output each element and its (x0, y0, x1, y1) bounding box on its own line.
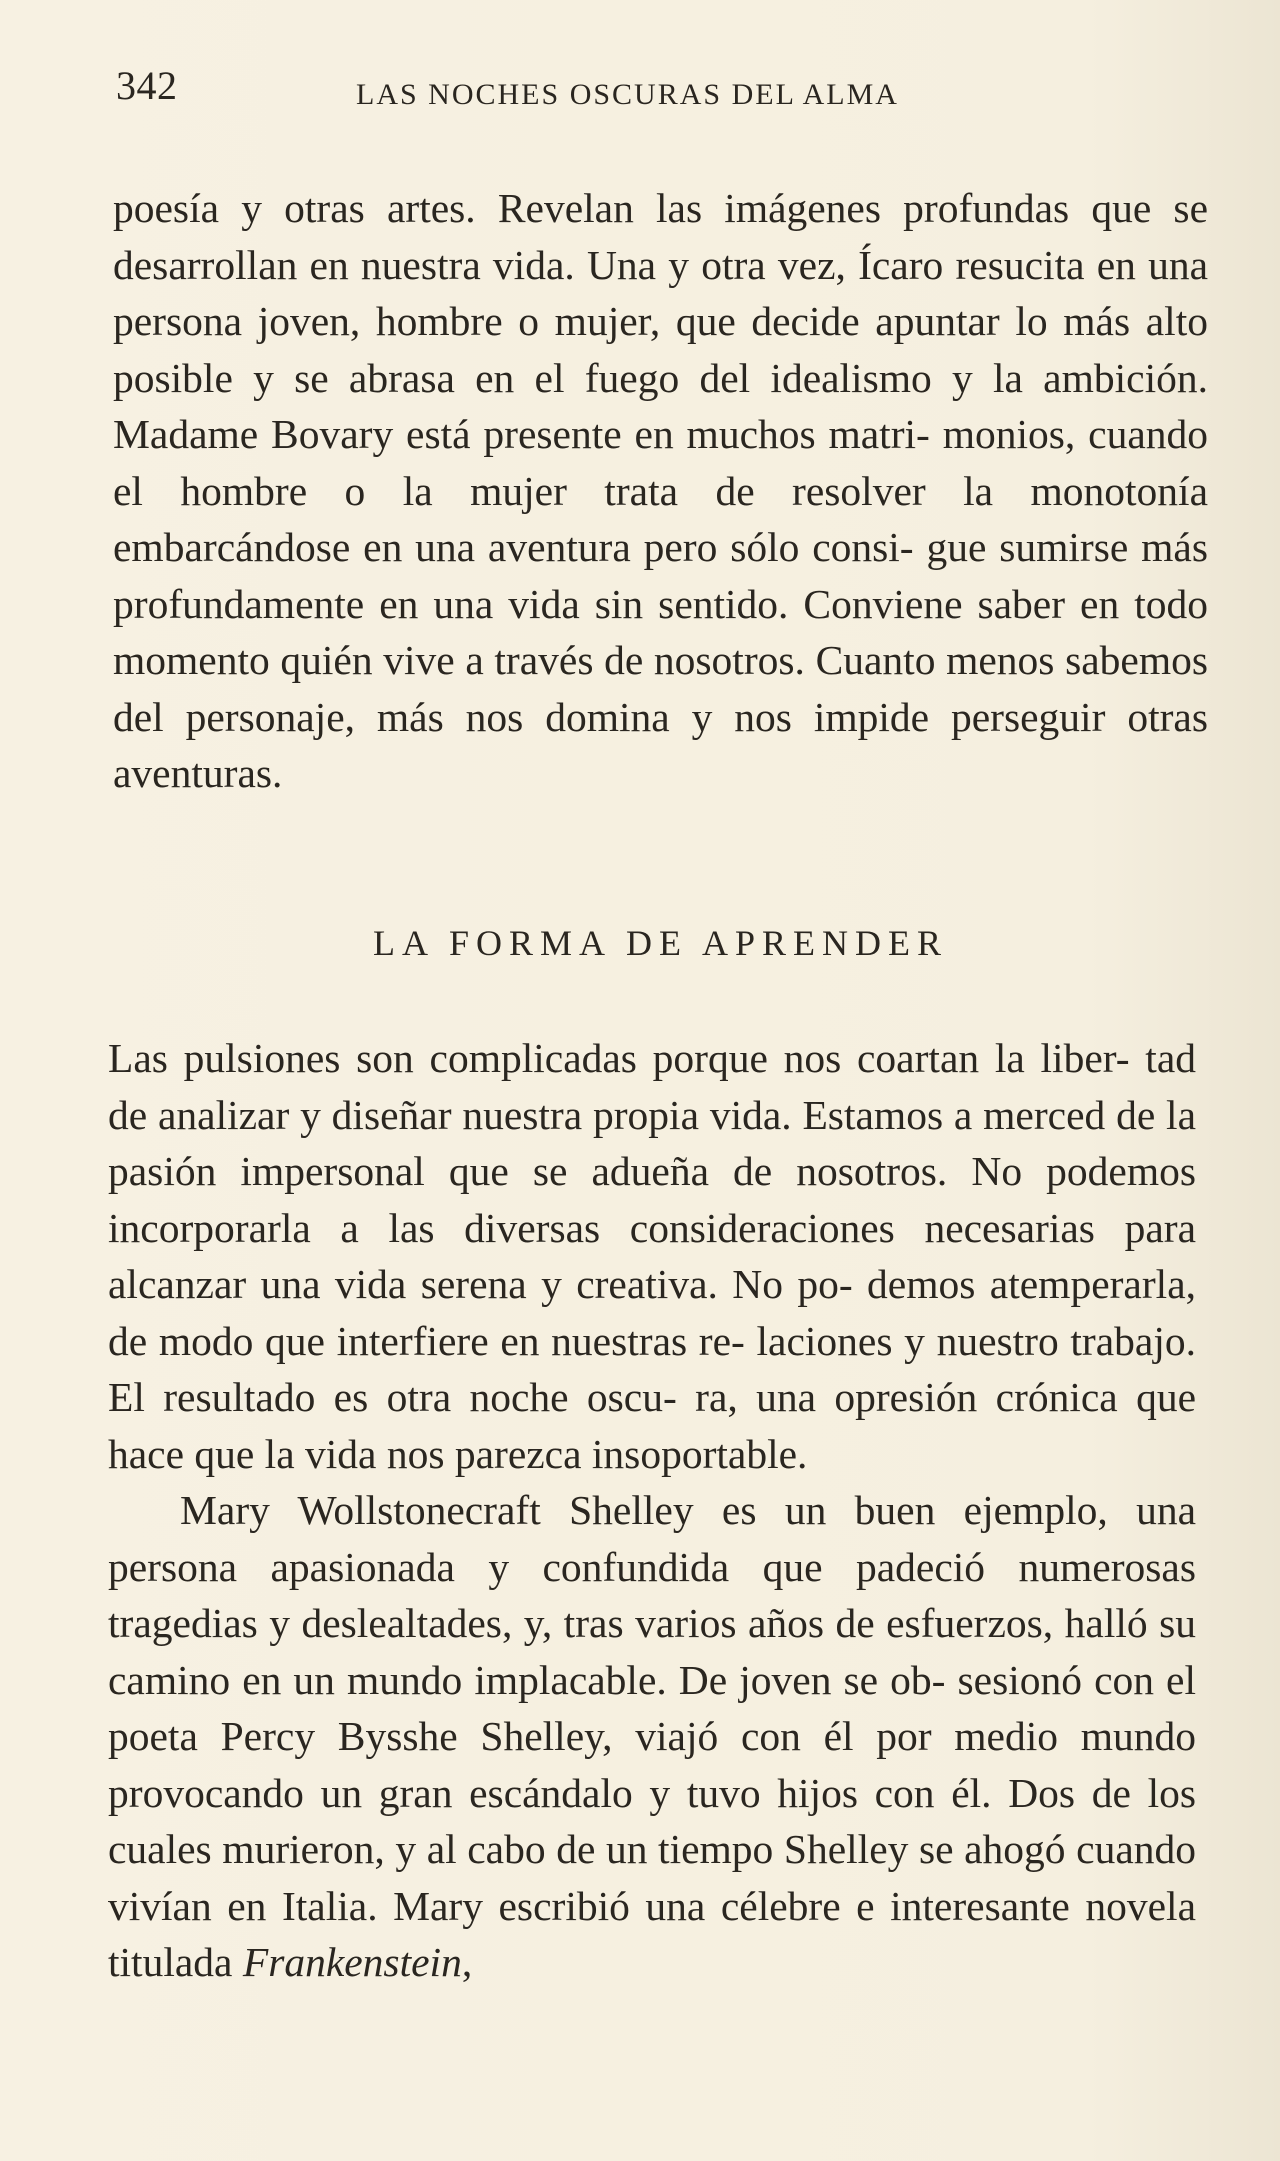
running-title: LAS NOCHES OSCURAS DEL ALMA (356, 78, 899, 111)
book-title: Frankenstein (242, 1939, 462, 1985)
paragraph-text: Mary Wollstonecraft Shelley es un buen ejemplo, una persona apasionada y confundida que padeció numerosas tragedias y deslealtades, y, tras varios años de esfuerzos, halló su camino en un mundo implacable. De joven se ob- sesionó con el poeta Percy Bysshe Shelley, viajó con él por medio mundo provocando un gran escándalo y tuvo hijos con él. Dos de los cuales murieron, y al cabo de un tiempo Shelley se ahogó cuando vivían en Italia. Mary escribió una célebre e interesante novela titulada (108, 1487, 1196, 1985)
running-header (116, 62, 1216, 122)
punctuation: , (461, 1939, 473, 1985)
body-text-top (113, 180, 1208, 802)
body-text-section (108, 1030, 1196, 1991)
paragraph: Las pulsiones son complicadas porque nos coartan la liber- tad de analizar y diseñar nuestra propia vida. Estamos a merced de la pasión impersonal que se adueña de nosotros. No podemos incorporarla a las diversas consideraciones necesarias para alcanzar una vida serena y creativa. No po- demos atemperarla, de modo que interfiere en nuestras re- laciones y nuestro trabajo. El resultado es otra noche oscu- ra, una opresión crónica que hace que la vida nos parezca insoportable. (108, 1035, 1196, 1477)
section-heading: LA FORMA DE APRENDER (372, 923, 949, 963)
paragraph: poesía y otras artes. Revelan las imágenes profundas que se desarrollan en nuestra vida. Una y otra vez, Ícaro resucita en una persona joven, hombre o mujer, que decide apuntar lo más alto posible y se abrasa en el fuego del idealismo y la ambición. Madame Bovary está presente en muchos matri- monios, cuando el hombre o la mujer trata de resolver la monotonía embarcándose en una aventura pero sólo consi- gue sumirse más profundamente en una vida sin sentido. Conviene saber en todo momento quién vive a través de nosotros. Cuanto menos sabemos del personaje, más nos domina y nos impide perseguir otras aventuras. (113, 185, 1208, 796)
page-number: 342 (116, 63, 178, 108)
paragraph (108, 1482, 1196, 1991)
